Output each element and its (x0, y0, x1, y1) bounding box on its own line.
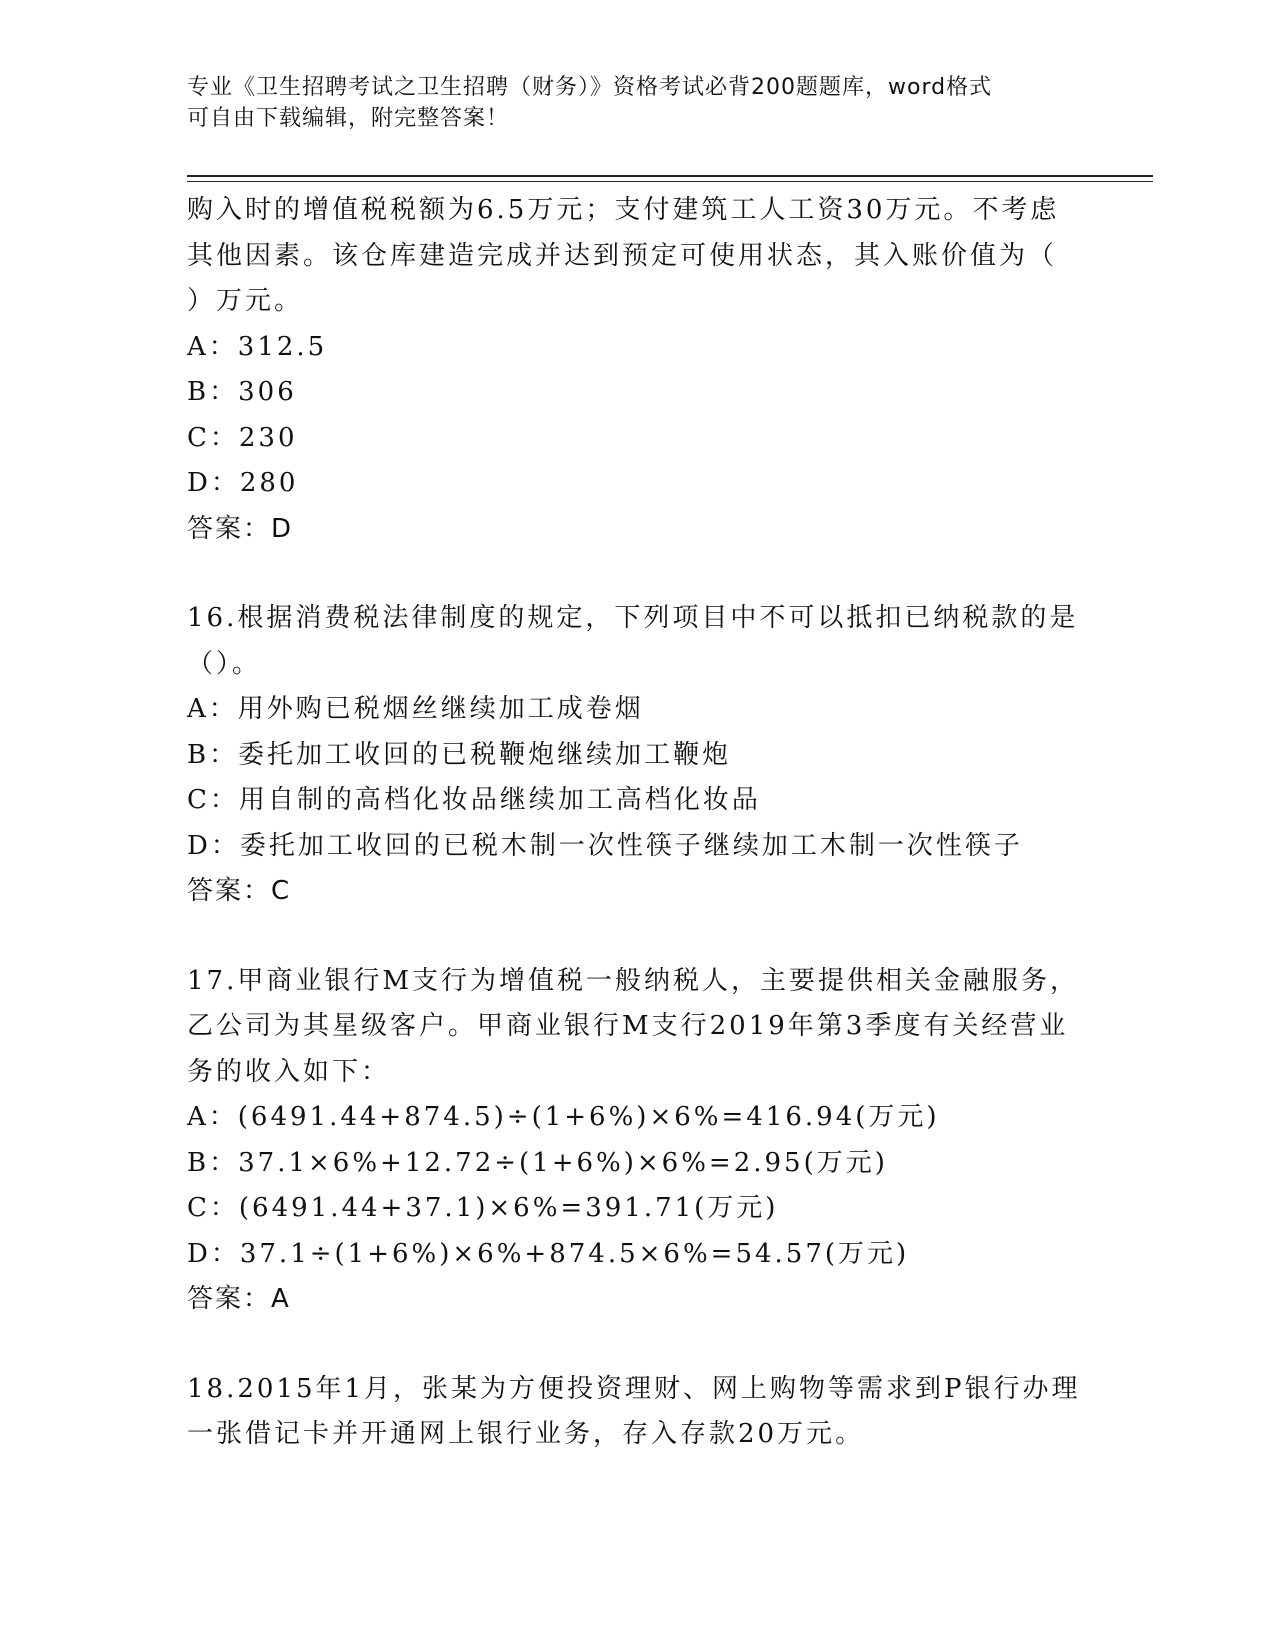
document-header (187, 72, 1087, 134)
question-text-line: 一张借记卡并开通网上银行业务，存入存款20万元。 (187, 1419, 865, 1449)
question-text-line: 其他因素。该仓库建造完成并达到预定可使用状态，其入账价值为（ (187, 240, 1058, 271)
option-d: D：委托加工收回的已税木制一次性筷子继续加工木制一次性筷子 (187, 830, 1023, 861)
question-15 (187, 188, 1087, 552)
question-17 (187, 959, 1087, 1323)
question-18 (187, 1367, 1087, 1458)
option-d: D：280 (187, 468, 299, 498)
question-text-line: 17.甲商业银行M支行为增值税一般纳税人，主要提供相关金融服务， (187, 965, 1079, 996)
option-a: A：用外购已税烟丝继续加工成卷烟 (187, 694, 644, 724)
answer-line: 答案：D (187, 513, 294, 544)
answer-line: 答案：C (187, 876, 292, 906)
option-c: C：(6491.44+37.1)×6%=391.71(万元) (187, 1193, 779, 1223)
option-b: B：306 (187, 377, 297, 407)
question-text-line: ）万元。 (187, 286, 304, 316)
question-gap (187, 1323, 1087, 1367)
option-b: B：37.1×6%+12.72÷(1+6%)×6%=2.95(万元) (187, 1147, 888, 1178)
question-gap (187, 552, 1087, 596)
question-text-line: 务的收入如下： (187, 1056, 391, 1087)
question-text-line: （）。 (187, 648, 262, 679)
question-gap (187, 915, 1087, 959)
option-a: A：(6491.44+874.5)÷(1+6%)×6%=416.94(万元) (187, 1102, 940, 1132)
question-text-line: 购入时的增值税税额为6.5万元；支付建筑工人工资30万元。不考虑 (187, 195, 1060, 225)
header-line-2: 可自由下载编辑，附完整答案！ (187, 106, 510, 131)
question-16 (187, 596, 1087, 915)
header-divider-thick (187, 175, 1153, 177)
question-text-line: 18.2015年1月，张某为方便投资理财、网上购物等需求到P银行办理 (187, 1373, 1081, 1404)
option-d: D：37.1÷(1+6%)×6%+874.5×6%=54.57(万元) (187, 1238, 910, 1269)
option-a: A：312.5 (187, 331, 328, 362)
header-divider-thin (187, 181, 1153, 182)
document-body (187, 188, 1087, 1458)
option-c: C：230 (187, 422, 298, 453)
question-text-line: 16.根据消费税法律制度的规定，下列项目中不可以抵扣已纳税款的是 (187, 603, 1079, 633)
header-line-1: 专业《卫生招聘考试之卫生招聘（财务）》资格考试必背200题题库，word格式 (187, 75, 993, 100)
option-c: C：用自制的高档化妆品继续加工高档化妆品 (187, 785, 761, 815)
option-b: B：委托加工收回的已税鞭炮继续加工鞭炮 (187, 739, 732, 770)
question-text-line: 乙公司为其星级客户。甲商业银行M支行2019年第3季度有关经营业 (187, 1011, 1069, 1041)
answer-line: 答案：A (187, 1284, 291, 1314)
